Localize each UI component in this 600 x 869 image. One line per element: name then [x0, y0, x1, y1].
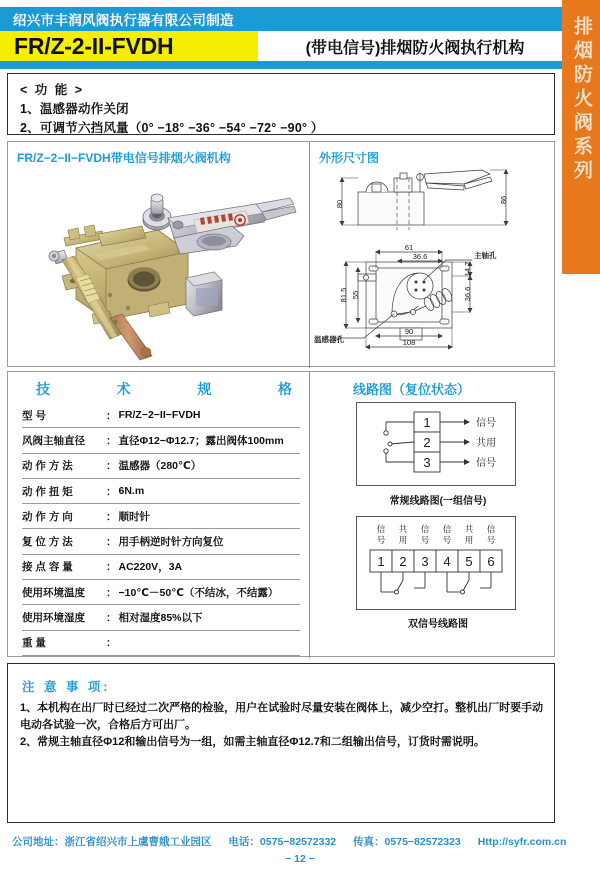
panel-divider: [309, 142, 310, 368]
wiring-heading: 线路图（复位状态）: [353, 382, 471, 397]
footer-fax: 传真：0575−82572323: [353, 836, 461, 848]
terminal-label: 共用: [476, 438, 496, 449]
single-signal-caption: 常规线路图(一组信号): [389, 496, 487, 507]
terminal-number: 3: [421, 554, 429, 569]
terminal-label-char: 信: [420, 524, 430, 534]
terminal-number: 6: [487, 554, 495, 569]
spec-label: 动 作 扭 矩: [22, 485, 73, 498]
spec-label: 复 位 方 法: [22, 536, 73, 549]
note-item-2: 2、常规主轴直径Φ12和输出信号为一组，如需主轴直径Φ12.7和二组输出信号，订货时需说明。: [20, 736, 485, 748]
terminal-label-char: 共: [464, 524, 474, 534]
terminal-label-char: 信: [442, 524, 452, 534]
terminal-number: 2: [399, 554, 407, 569]
function-heading: < 功 能 >: [20, 83, 85, 97]
function-item-2: 2、可调节六挡风量（0° −18° −36° −54° −72° −90° ）: [20, 121, 324, 135]
terminal-number: 1: [423, 415, 431, 430]
spec-value: 温感器（280℃）: [118, 460, 202, 473]
specs-heading-char-0: 技: [36, 381, 50, 397]
spec-label: 使用环境温度: [22, 586, 85, 599]
company-name: 绍兴市丰润风阀执行器有限公司制造: [13, 13, 234, 28]
product-photo: [18, 168, 306, 364]
table-row: [22, 605, 300, 630]
svg-text:用: 用: [398, 535, 408, 545]
dual-signal-wiring-diagram: [356, 516, 516, 610]
spec-label: 使用环境湿度: [22, 612, 85, 625]
specs-wiring-divider: [309, 372, 310, 658]
table-row: [22, 454, 300, 479]
function-section: [7, 73, 555, 135]
specs-and-wiring-panel: [7, 371, 555, 657]
notes-section: [7, 663, 555, 823]
table-row: [22, 529, 300, 554]
spec-colon: ：: [106, 586, 117, 599]
footer-address: 公司地址：浙江省绍兴市上虞曹娥工业园区: [12, 836, 212, 848]
dual-signal-caption: 双信号线路图: [408, 619, 468, 630]
single-signal-wiring-diagram: [356, 402, 516, 486]
spec-value: 用手柄逆时针方向复位: [118, 536, 224, 549]
table-row: [22, 428, 300, 453]
table-row: [22, 631, 300, 656]
function-item-1: 1、温感器动作关闭: [20, 102, 129, 116]
spec-colon: ：: [106, 510, 117, 523]
specs-heading-char-3: 格: [277, 381, 292, 397]
terminal-label: 信号: [476, 418, 496, 429]
table-row: [22, 580, 300, 605]
dim-108: 108: [402, 338, 416, 347]
spec-value: 顺时针: [118, 510, 150, 523]
spec-value: −10℃－50℃（不结冰，不结露）: [118, 586, 279, 599]
dim-86: 86: [499, 195, 508, 205]
svg-text:号: 号: [486, 535, 496, 545]
terminal-number: 5: [465, 554, 473, 569]
terminal-label-char: 信: [376, 524, 386, 534]
spec-colon: ：: [106, 561, 117, 574]
spec-label: 接 点 容 量: [22, 561, 73, 574]
terminal-number: 1: [377, 554, 385, 569]
label-spindle-hole: 主轴孔: [474, 251, 497, 260]
model-badge: [0, 31, 258, 61]
spec-label: 型 号: [22, 409, 46, 422]
note-item-1: 1、本机构在出厂时已经过二次严格的检验，用户在试验时尽量安装在阀体上，减少空打。整机出厂时要手动电动各试验一次，合格后方可出厂。: [20, 702, 544, 731]
spec-colon: ：: [106, 434, 117, 447]
series-side-tab: [562, 0, 600, 274]
model-number: FR/Z-2-II-FVDH: [14, 32, 174, 59]
spec-value: 直径Φ12−Φ12.7；露出阀体100mm: [118, 434, 284, 447]
footer-website[interactable]: Http://syfr.com.cn: [477, 836, 567, 848]
dim-80: 80: [335, 199, 344, 209]
svg-text:号: 号: [442, 535, 452, 545]
photo-caption: FR/Z−2−II−FVDH带电信号排烟火阀机构: [17, 151, 231, 165]
specs-heading-char-2: 规: [197, 381, 212, 397]
footer-phone: 电话：0575−82572332: [228, 836, 337, 848]
product-title: (带电信号)排烟防火阀执行机构: [305, 39, 525, 57]
terminal-label: 信号: [476, 458, 496, 469]
spec-colon: ：: [106, 460, 117, 473]
spec-colon: ：: [106, 612, 117, 625]
table-row: [22, 504, 300, 529]
dim-61: 61: [404, 243, 414, 252]
product-photo-illustration: [18, 168, 306, 364]
dimension-drawing-svg: [314, 164, 554, 364]
spec-colon: ：: [106, 536, 117, 549]
terminal-number: 4: [443, 554, 451, 569]
dim-36-6-top: 36.6: [412, 252, 428, 261]
spec-label: 动 作 方 法: [22, 460, 73, 473]
notes-heading: 注 意 事 项:: [22, 680, 111, 694]
terminal-number: 2: [423, 435, 431, 450]
spec-colon: ：: [106, 637, 117, 650]
page-number: − 12 −: [285, 853, 315, 865]
spec-label: 重 量: [22, 637, 46, 650]
spec-colon: ：: [106, 485, 117, 498]
svg-text:用: 用: [464, 535, 474, 545]
spec-colon: ：: [106, 409, 117, 422]
product-and-dimension-panel: [7, 141, 555, 367]
svg-text:号: 号: [420, 535, 430, 545]
terminal-label-char: 共: [398, 524, 408, 534]
dim-81-5: 81.5: [339, 287, 348, 303]
dim-55: 55: [351, 290, 360, 300]
footer-contact: [12, 834, 588, 849]
dim-90: 90: [404, 327, 414, 336]
dimension-caption: 外形尺寸图: [319, 151, 380, 165]
specs-heading: [22, 379, 298, 399]
terminal-label-char: 信: [486, 524, 496, 534]
dimension-drawing: [314, 164, 554, 364]
header-blue-underbar: [0, 61, 562, 69]
dim-36-6-right: 36.6: [463, 286, 472, 302]
specs-heading-char-1: 术: [116, 381, 131, 397]
spec-value: 相对湿度85%以下: [118, 612, 203, 625]
spec-value: FR/Z−2−II−FVDH: [118, 409, 201, 422]
table-row: [22, 403, 300, 428]
spec-value: 6N.m: [118, 485, 145, 498]
spec-label: 风阀主轴直径: [22, 434, 85, 447]
specs-table: [22, 403, 300, 656]
spec-value: AC220V，3A: [118, 561, 183, 574]
table-row: [22, 479, 300, 504]
label-sensor-hole: 温感器孔: [314, 335, 344, 344]
svg-text:号: 号: [376, 535, 386, 545]
terminal-number: 3: [423, 455, 431, 470]
series-side-tab-label: 排烟防火阀系列: [570, 16, 592, 184]
spec-label: 动 作 方 向: [22, 510, 73, 523]
table-row: [22, 555, 300, 580]
dim-14-7: 14.7: [463, 261, 472, 277]
